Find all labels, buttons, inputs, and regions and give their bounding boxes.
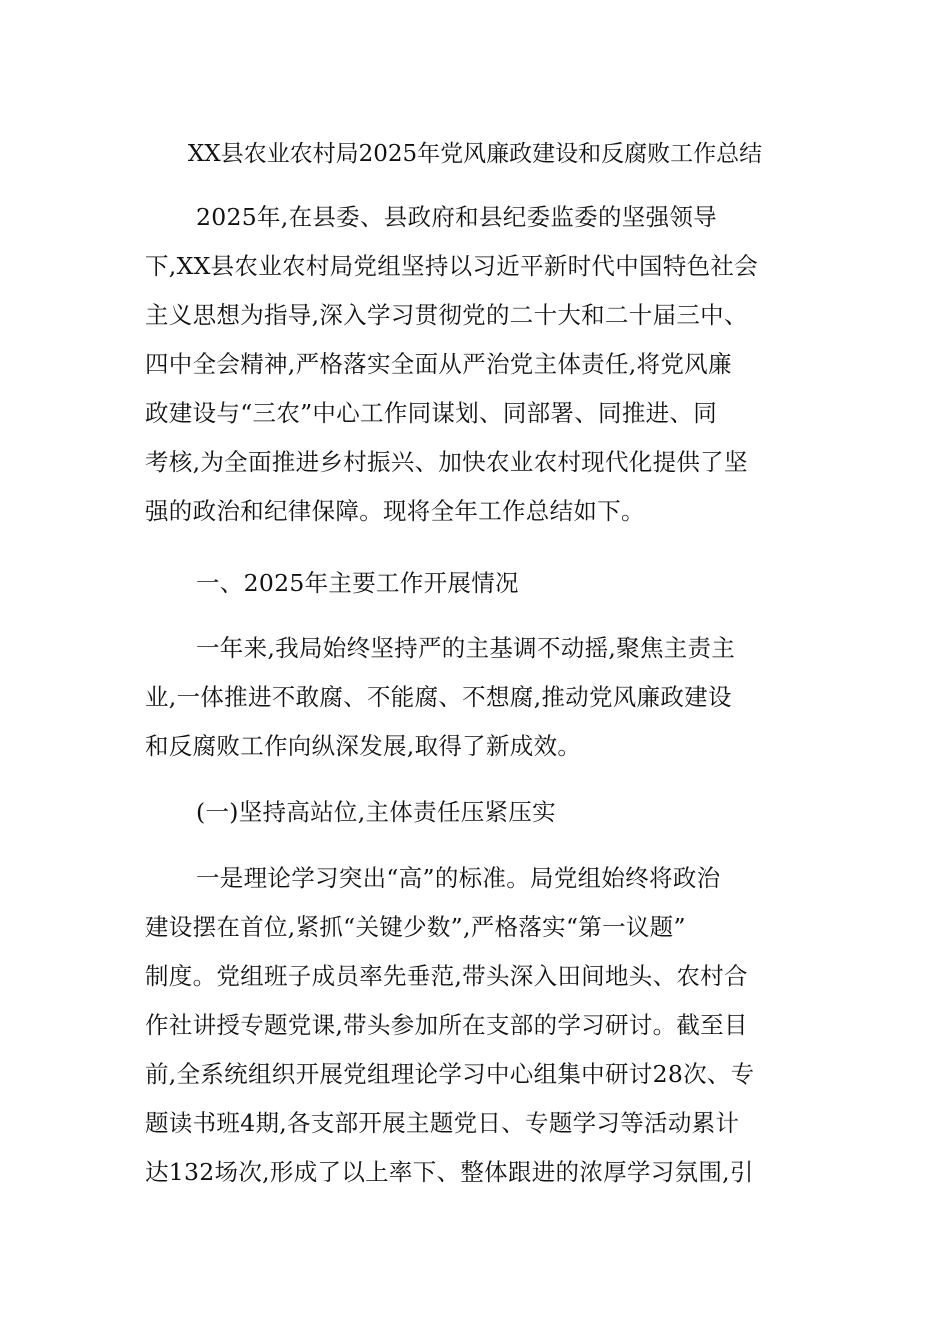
paragraph-line: 考核,为全面推进乡村振兴、加快农业农村现代化提供了坚 xyxy=(145,448,748,476)
paragraph-line: 建设摆在首位,紧抓“关键少数”,严格落实“第一议题” xyxy=(145,913,686,941)
paragraph-line: 四中全会精神,严格落实全面从严治党主体责任,将党风廉 xyxy=(145,350,732,378)
paragraph-line: 作社讲授专题党课,带头参加所在支部的学习研讨。截至目 xyxy=(145,1011,748,1039)
paragraph-line: 前,全系统组织开展党组理论学习中心组集中研讨28次、专 xyxy=(145,1060,755,1088)
paragraph-line: 下,XX县农业农村局党组坚持以习近平新时代中国特色社会 xyxy=(145,252,759,280)
paragraph-line: 政建设与“三农”中心工作同谋划、同部署、同推进、同 xyxy=(145,399,718,427)
paragraph-line: 2025年,在县委、县政府和县纪委监委的坚强领导 xyxy=(196,203,717,231)
paragraph-line: 和反腐败工作向纵深发展,取得了新成效。 xyxy=(145,732,582,760)
document-title: XX县农业农村局2025年党风廉政建设和反腐败工作总结 xyxy=(187,141,763,167)
paragraph-line: 主义思想为指导,深入学习贯彻党的二十大和二十届三中、 xyxy=(145,301,748,329)
paragraph-line: 一年来,我局始终坚持严的主基调不动摇,聚焦主责主 xyxy=(196,634,736,662)
paragraph-line: 一是理论学习突出“高”的标准。局党组始终将政治 xyxy=(196,864,721,892)
paragraph-line: 强的政治和纪律保障。现将全年工作总结如下。 xyxy=(145,497,645,525)
paragraph-line: 达132场次,形成了以上率下、整体跟进的浓厚学习氛围,引 xyxy=(145,1158,754,1186)
paragraph-line: 题读书班4期,各支部开展主题党日、专题学习等活动累计 xyxy=(145,1109,740,1137)
subsection-heading: (一)坚持高站位,主体责任压紧压实 xyxy=(196,798,556,826)
paragraph-line: 业,一体推进不敢腐、不能腐、不想腐,推动党风廉政建设 xyxy=(145,683,732,711)
paragraph-line: 制度。党组班子成员率先垂范,带头深入田间地头、农村合 xyxy=(145,962,748,990)
section-heading: 一、2025年主要工作开展情况 xyxy=(196,569,519,597)
